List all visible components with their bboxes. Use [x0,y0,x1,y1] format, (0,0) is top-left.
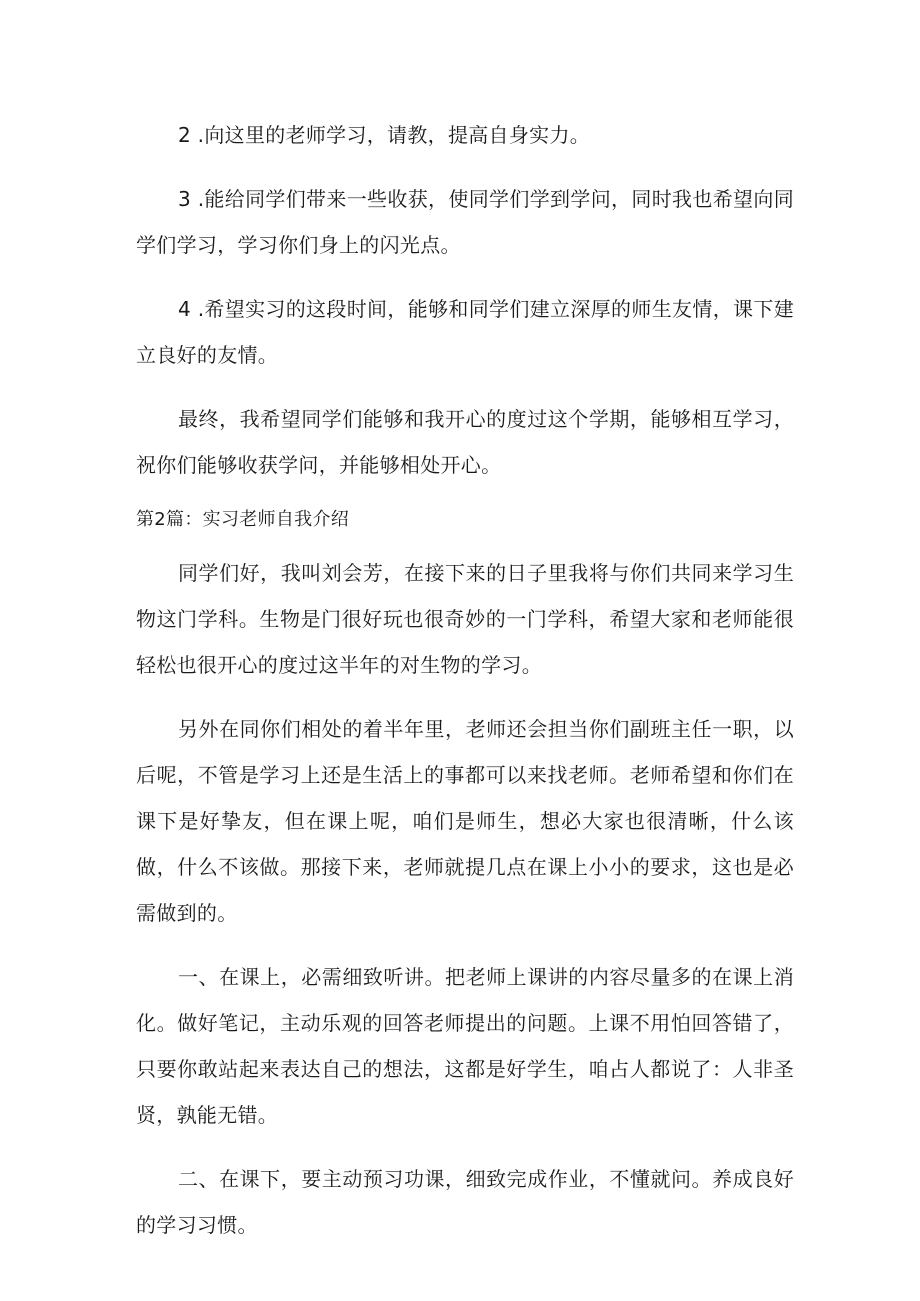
paragraph-role: 另外在同你们相处的着半年里，老师还会担当你们副班主任一职，以后呢，不管是学习上还是生活上的事都可以来找老师。老师希望和你们在课下是好挚友，但在课上呢，咱们是师生，想必大家也很清晰，什么该做，什么不该做。那接下来，老师就提几点在课上小小的要求，这也是必需做到的。 [136,717,794,925]
paragraph-rule-2: 二、在课下，要主动预习功课，细致完成作业，不懂就问。养成良好的学习习惯。 [136,1167,794,1237]
document-body [136,112,794,1266]
paragraph-rule-1: 一、在课上，必需细致听讲。把老师上课讲的内容尽量多的在课上消化。做好笔记，主动乐观的回答老师提出的问题。上课不用怕回答错了，只要你敢站起来表达自己的想法，这都是好学生，咱占人都说了：人非圣贤，孰能无错。 [136,965,794,1127]
section-heading: 第2篇：实习老师自我介绍 [136,509,350,530]
paragraph-item-4: 4 .希望实习的这段时间，能够和同学们建立深厚的师生友情，课下建立良好的友情。 [136,297,794,367]
paragraph-intro: 同学们好，我叫刘会芳，在接下来的日子里我将与你们共同来学习生物这门学科。生物是门很好玩也很奇妙的一门学科，希望大家和老师能很轻松也很开心的度过这半年的对生物的学习。 [136,561,794,677]
paragraph-item-3: 3 .能给同学们带来一些收获，使同学们学到学问，同时我也希望向同学们学习，学习你们身上的闪光点。 [136,187,794,257]
paragraph-conclusion: 最终，我希望同学们能够和我开心的度过这个学期，能够相互学习，祝你们能够收获学问，并能够相处开心。 [136,407,794,477]
paragraph-item-2: 2 .向这里的老师学习，请教，提高自身实力。 [178,123,591,147]
